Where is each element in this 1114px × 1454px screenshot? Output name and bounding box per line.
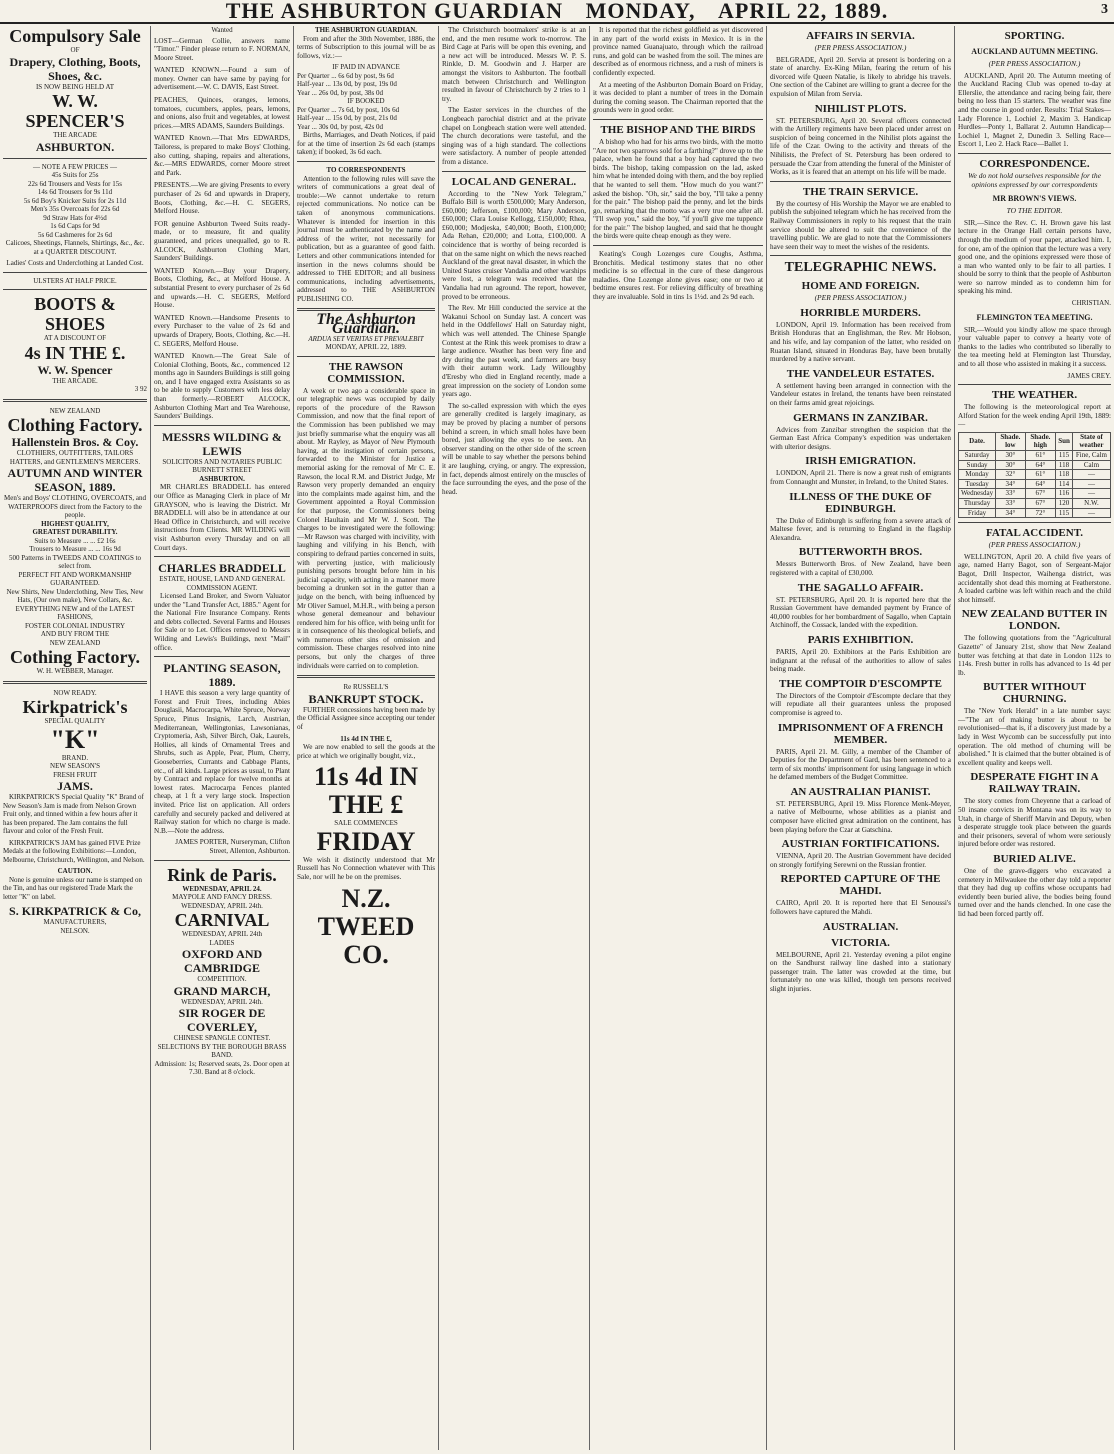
caution-text: None is genuine unless our name is stamped on the Tin, and has our registered Trade Mark the letter "K" on label. [3, 875, 142, 901]
price-line: 1s 6d Caps for 9d [50, 222, 100, 230]
butter-heading: NEW ZEALAND BUTTER IN LONDON. [961, 608, 1108, 633]
ladies-costs: Ladies' Costs and Underclothing at Landed Cost. [6, 259, 144, 267]
column-6 [766, 26, 954, 1450]
news-paragraph: The Rev. Mr Hill conducted the service at the Wakanui School on Sunday last. A concert was held in the Oddfellows' Hall on Saturday night, which was well attended. The Chinese Spangle Contest at the Rink this week promises to draw a large audience. Weather has been very fine and dry during the past week, and farmers are busy with their autumn work. Lady Willoughby d'Eresby who died in England recently, made a great impression on the society of London some years ago. [442, 304, 586, 399]
oxford-cambridge: OXFORD AND CAMBRIDGE [181, 947, 263, 976]
pianist-heading: AN AUSTRALIAN PIANIST. [790, 785, 931, 798]
braddell-text: Licensed Land Broker, and Sworn Valuator under the "Land Transfer Act, 1885." Agent for the National Fire Insurance Company. Rents and debts collected. Several Farms and Houses for Sale or to Let. Offices removed to Messrs Wilding and Lewis's Buildings, next "Mail" office. [154, 592, 290, 652]
nihilist-text: ST. PETERSBURG, April 20. Several officers connected with the Artillery regiments have been placed under arrest on suspicion of being concerned in the Nihilist plots against the life of the Czar. Owing to the activity and threats of the Nihilists, the Prefect of St. Petersburg has been ordered to persuade the Czar from attending the funeral of the Minister of Works, as it is feared that an attempt on his life will be made. [770, 116, 951, 177]
and-buy: AND BUY FROM THE [40, 630, 110, 638]
sale-goods: Drapery, Clothing, Boots, Shoes, &c. [9, 54, 141, 83]
servia-heading: AFFAIRS IN SERVIA. [806, 30, 915, 42]
to-correspondents: TO CORRESPONDENTS [326, 166, 406, 175]
weather-cell: Thursday [959, 498, 996, 508]
local-general-heading: LOCAL AND GENERAL. [451, 175, 577, 188]
weather-cell: 30° [996, 451, 1026, 461]
weather-cell: 115 [1056, 451, 1073, 461]
comptoir-text: The Directors of the Comptoir d'Escompte declare that they will repudiate all their guarantees unless the proposed compromise is agreed to. [770, 691, 951, 717]
news-paragraph: It is reported that the richest goldfield as yet discovered in any part of the world exists in Mexico. It is in the province named Guanajuato, through which the railroad runs, and gold can be washed from the soil. The mines are described as of enormous richness, and a rush of miners is confidently expected. [593, 26, 763, 77]
grand-march: GRAND MARCH, [173, 983, 271, 998]
suits-measure: Suits to Measure ... ... £2 16s [34, 536, 116, 545]
price-line: Men's 35s Overcoats for 22s 6d [30, 205, 120, 213]
to-editor: TO THE EDITOR. [1006, 206, 1063, 216]
price-small: 11s 4d IN THE £, [340, 734, 392, 743]
subscription-list [297, 72, 435, 132]
clothiers: CLOTHIERS, OUTFITTERS, TAILORS HATTERS, and GENTLEMEN'S MERCERS. [9, 449, 141, 466]
correspondence-note: We do not hold ourselves responsible for the opinions expressed by our correspondents [968, 170, 1101, 189]
weather-cell: 61° [1025, 451, 1056, 461]
pianist-text: ST. PETERSBURG, April 19. Miss Florence Menk-Meyer, a native of Melbourne, whose abilities as a pianist and composer have elicited great admiration on the continent, has been playing before the Czar at Gatschina. [770, 799, 951, 834]
boots-title: BOOTS & SHOES [34, 294, 116, 334]
maypole: MAYPOLE AND FANCY DRESS. [172, 893, 272, 902]
flemington-sign: JAMES CREY. [1067, 371, 1111, 380]
classified-ad: PEACHES, Quinces, oranges, lemons, tomatoes, cucumbers, apples, pears, lemons, and onions, also fruit and vegetables, at lowest prices.—MRS ADAMS, Saunders Buildings. [154, 96, 290, 130]
sport-per-press: (PER PRESS ASSOCIATION.) [988, 59, 1081, 68]
butterworth-heading: BUTTERWORTH BROS. [798, 546, 923, 559]
subscription-line: Per Quarter ... 7s 6d, by post, 10s 6d [297, 105, 400, 114]
news-paragraph: The so-called expression with which the eyes are generally credited is largely imaginary, as may be proved by placing a number of persons behind a screen, in which small holes have been bored, just allowing the eyes to be seen. An observer standing on the other side of the screen will be unable to say whether the persons behind it are laughing, crying, or angry. The expression, in fact, depends almost entirely on the muscles of the face surrounding the eyes, and the pose of the head. [442, 401, 586, 496]
births-notice: Births, Marriages, and Death Notices, if paid for at the time of insertion 2s 6d each (stamps taken); if booked, 3s 6d each. [297, 131, 435, 157]
vandeleur-heading: THE VANDELEUR ESTATES. [786, 367, 935, 380]
sale-now-being: IS NOW BEING HELD AT [35, 82, 115, 91]
rink-date: WEDNESDAY, APRIL 24. [182, 884, 262, 893]
perfect-fit: PERFECT FIT AND WORKMANSHIP GUARANTEED. [18, 570, 132, 587]
weather-row [959, 479, 1111, 489]
spencer-name-2: W. W. Spencer [37, 362, 113, 377]
special-quality: SPECIAL QUALITY [44, 717, 106, 725]
weather-cell: 33° [996, 489, 1026, 499]
spencer-town: ASHBURTON. [35, 139, 115, 154]
weather-col-header: Date. [959, 432, 996, 450]
weather-cell: 116 [1056, 489, 1073, 499]
weather-col-header: Shade. low [996, 432, 1026, 450]
big-price: 11s 4d IN THE £ [313, 762, 419, 820]
column-5 [589, 26, 766, 1450]
competition: COMPETITION. [197, 975, 247, 984]
sporting-heading: SPORTING. [1004, 30, 1065, 42]
churning-heading: BUTTER WITHOUT CHURNING. [983, 681, 1086, 706]
trousers-measure: Trousers to Measure ... ... 16s 9d [29, 545, 121, 553]
weather-cell: 61° [1025, 470, 1056, 480]
page-number: 3 [1101, 2, 1108, 17]
classified-ad: PRESENTS.—We are giving Presents to every purchaser of 2s 6d and upwards in Drapery, Boots, Clothing, &c.—H. C. SEGERS, Melford House. [154, 181, 290, 216]
column-4 [438, 26, 589, 1450]
column-1 [0, 26, 150, 1450]
weather-cell: 64° [1025, 460, 1056, 470]
weather-cell: 118 [1056, 460, 1073, 470]
k-brand-letter: "K" [50, 724, 100, 754]
news-paragraph: The Easter services in the churches of the Longbeach parochial district and at the private chapel on Longbeach station were well attended. The church decorations were tasteful, and the singing was of a high standard. The collections were satisfactory. A number of people attended from a distance. [442, 106, 586, 166]
weather-table [958, 432, 1111, 518]
train-text: By the courtesy of His Worship the Mayor we are enabled to publish the subjoined telegram which he has received from the Railway Commissioners in reply to his request that the train service should be altered to suit the convenience of the travelling public. We are glad to note that the Commissioners have seen their way to meet the wishes of the residents. [770, 199, 951, 251]
weather-cell: — [1072, 470, 1110, 480]
mens-clothing: Men's and Boys' CLOTHING, OVERCOATS, and WATERPROOFS direct from the Factory to the people. [4, 494, 146, 519]
fatal-heading: FATAL ACCIDENT. [986, 527, 1083, 540]
weather-cell: — [1072, 489, 1110, 499]
weather-cell: Tuesday [959, 479, 996, 489]
germans-text: Advices from Zanzibar strengthen the suspicion that the German East Africa Company's expedition was undertaken with ulterior designs. [770, 425, 951, 451]
christian-sign: CHRISTIAN. [1071, 299, 1111, 308]
weather-body [959, 451, 1111, 518]
rink-wed-3: WEDNESDAY, APRIL 24th. [181, 997, 263, 1006]
jams-text: KIRKPATRICK'S Special Quality "K" Brand of New Season's Jam is made from Nelson Grown Fruit only, and tinned within a few hours after it has been prepared. The Jam contains the full flavour and color of the Fresh Fruit. [3, 793, 144, 835]
subscription-line: Year ... 26s 0d, by post, 38s 0d [297, 88, 384, 97]
imprison-heading: IMPRISONMENT OF A FRENCH MEMBER. [777, 721, 944, 746]
brand-label: BRAND. [61, 753, 89, 762]
column-7 [954, 26, 1114, 1450]
jams-label: JAMS. [57, 779, 93, 793]
hallenstein: Hallenstein Bros. & Coy. [11, 435, 139, 449]
spencer-arcade-2: THE ARCADE. [52, 376, 98, 385]
telegraphic-heading: TELEGRAPHIC NEWS. [784, 260, 937, 276]
germans-heading: GERMANS IN ZANZIBAR. [793, 411, 928, 424]
flemington-text: SIR,—Would you kindly allow me space through your valuable paper to convey a hearty vote of thanks to the ladies who contributed so liberally to the tea meeting held at Flemington last Thursday, and to all those who assisted in making it a success. [958, 325, 1111, 368]
weather-col-header: State of weather [1072, 432, 1110, 450]
subscription-line: Half-year ... 13s 0d, by post, 19s 0d [297, 80, 397, 89]
season-1889: SEASON, 1889. [34, 480, 116, 494]
price-line: 45s Suits for 25s [51, 171, 99, 179]
rink-title: Rink de Paris. [167, 864, 277, 885]
friday: FRIDAY [316, 826, 416, 856]
weather-cell: 32° [996, 470, 1026, 480]
highest-quality: HIGHEST QUALITY, [41, 519, 109, 528]
weather-cell: Fine, Calm [1072, 451, 1110, 461]
classified-ad: FOR genuine Ashburton Tweed Suits ready-made, or to measure, fit and quality guaranteed, and prices unequalled, go to R. ALCOCK, Ashburton Clothing Mart, Saunders' Buildings. [154, 219, 290, 263]
weather-cell: 30° [996, 460, 1026, 470]
wilding-text: MR CHARLES BRADDELL has entered our Office as Managing Clerk in place of Mr GRAYSON, who is leaving the District. Mr BRADDELL will also be in attendance at our Head Office in Christchurch, and will receive instructions from Clients. MR WILDING will visit Ashburton every Thursday and on all Court days. [154, 483, 290, 552]
weather-cell: 114 [1056, 479, 1073, 489]
subscription-line: Year ... 30s 0d, by post, 42s 0d [297, 122, 384, 131]
auckland-heading: AUCKLAND AUTUMN MEETING. [971, 47, 1098, 56]
wilding-title: MESSRS WILDING & LEWIS [162, 429, 282, 458]
guardian-motto: ARDUA SET VERITAS ET PREVALEBIT [308, 334, 424, 343]
nelson: NELSON. [60, 926, 90, 935]
weather-cell: 72° [1025, 508, 1056, 518]
fatal-sub: (PER PRESS ASSOCIATION.) [988, 540, 1081, 550]
weather-cell: 33° [996, 498, 1026, 508]
classified-ad: WANTED Known.—The Great Sale of Colonial Clothing, Boots, &c., commenced 12 months ago in Saunders Buildings is still going on, and I have engaged extra Assistants so as to be able to supply Customers with less delay than formerly.—ROBERT ALCOCK, Ashburton Clothing Mart and Tea Warehouse, Saunders' Buildings. [154, 352, 290, 421]
bankrupt-stock: BANKRUPT STOCK. [308, 691, 424, 706]
subscription-line: IF BOOKED [347, 97, 385, 106]
fatal-text: WELLINGTON, April 20. A child five years of age, named Harry Bagot, son of Sergeant-Major Bagot, Drill Inspector, Waihenga district, was accidentally shot dead this morning at Featherstone. A loaded carbine was left within reach and the child shot himself. [958, 552, 1111, 604]
braddell-estate: ESTATE, HOUSE, LAND AND GENERAL COMMISSION AGENT. [159, 575, 285, 592]
nz-label-2: NEW ZEALAND [49, 638, 101, 647]
if-paid: IF PAID IN ADVANCE [332, 63, 400, 72]
irish-heading: IRISH EMIGRATION. [805, 455, 916, 468]
weather-row [959, 460, 1111, 470]
weather-cell: 34° [996, 479, 1026, 489]
weather-heading: THE WEATHER. [991, 389, 1078, 402]
weather-row [959, 498, 1111, 508]
rink-wed-2: WEDNESDAY, APRIL 24th [181, 930, 263, 939]
classified-ad: WANTED Known.—That Mrs EDWARDS, Tailoress, is prepared to make Boys' Clothing, also cutting, shaping, repairs and alterations, &c.—MRS EDWARDS, corner Moore street and Park. [154, 134, 290, 177]
train-heading: THE TRAIN SERVICE. [802, 185, 919, 198]
fortifications-heading: AUSTRIAN FORTIFICATIONS. [781, 838, 940, 851]
desperate-text: The story comes from Cheyenne that a carload of 50 insane convicts in Montana was on its way to Utah, in charge of Sheriff Marvin and Deputy, when a desperate struggle took place between the guards and their prisoners, several of whom were seriously injured before order was restored. [958, 797, 1111, 849]
weather-header-row [959, 432, 1111, 450]
comptoir-heading: THE COMPTOIR D'ESCOMPTE [779, 677, 942, 690]
jam-prize: KIRKPATRICK'S JAM has gained FIVE Prize Medals at the following Exhibitions:—London, Melbourne, Christchurch, Wellington, and Nelson. [3, 838, 145, 864]
mahdi-heading: REPORTED CAPTURE OF THE MAHDI. [780, 873, 941, 898]
mahdi-text: CAIRO, April 20. It is reported here that El Senoussi's followers have captured the Mahdi. [770, 899, 951, 917]
greatest-durability: GREATEST DURABILITY. [32, 528, 118, 536]
no-connection: We wish it distinctly understood that Mr Russell has No Connection whatever with This Sale, nor will he be on the premises. [297, 855, 435, 881]
ad-ref: 3 92 [134, 385, 147, 393]
boots-discount: AT A DISCOUNT OF [43, 334, 107, 342]
now-ready: NOW READY. [53, 688, 97, 697]
nz-label: NEW ZEALAND [49, 406, 101, 415]
weather-cell: N.W. [1072, 498, 1110, 508]
weather-col-header: Sun [1056, 432, 1073, 450]
paris-text: PARIS, April 20. Exhibitors at the Paris Exhibition are indignant at the refusal of the authorities to allow of sales being made. [770, 647, 951, 674]
weather-cell: Saturday [959, 451, 996, 461]
weather-cell: — [1072, 508, 1110, 518]
weather-cell: Monday [959, 470, 996, 480]
weather-row [959, 451, 1111, 461]
edinburgh-heading: ILLNESS OF THE DUKE OF EDINBURGH. [789, 490, 932, 515]
irish-text: LONDON, April 21. There is now a great rush of emigrants from Connaught and Munster, in Ireland, to the United States. [770, 469, 951, 486]
weather-intro: The following is the meteorological report at Alford Station for the week ending April 19th, 1889:— [958, 403, 1111, 429]
paper-name: THE ASHBURTON GUARDIAN [225, 0, 564, 23]
news-paragraph: According to the "New York Telegram," Buffalo Bill is worth £500,000; Mary Anderson, £60,000; Jefferson, £100,000; Mary Anderson, £60,000; Clara Louise Kellogg, £150,000; Rhea, £60,000; Modjeska, £40,000; Booth, £100,000; Ada Rehan, £20,000; and Lotta, £100,000. A coincidence that is worthy of being recorded is that on the same night on which the news reached Auckland of the great naval disaster, in which the United States cruiser Vandalia and other warships were lost, a telegram was received that the Vandalia had run aground. The report, however, proved to be erroneous. [442, 189, 586, 301]
price-line: 5s 6d Cashmeres for 2s 6d [37, 230, 113, 239]
weather-cell: Friday [959, 508, 996, 518]
desperate-heading: DESPERATE FIGHT IN A RAILWAY TRAIN. [970, 771, 1099, 796]
carnival: CARNIVAL [174, 910, 270, 931]
chinese-spangle: CHINESE SPANGLE CONTEST. [173, 1034, 271, 1043]
weather-cell: 67° [1025, 498, 1056, 508]
weather-cell: 67° [1025, 489, 1056, 499]
guardian-terms-head: THE ASHBURTON GUARDIAN. [314, 26, 418, 34]
vandeleur-text: A settlement having been arranged in connection with the Vandeleur estates in Ireland, the tenants have been reinstated on their farms amid great rejoicings. [770, 381, 951, 408]
weather-cell: Wednesday [959, 489, 996, 499]
weather-cell: 120 [1056, 498, 1073, 508]
weather-cell: 118 [1056, 470, 1073, 480]
horrible-heading: HORRIBLE MURDERS. [800, 306, 921, 319]
buried-heading: BURIED ALIVE. [993, 853, 1076, 865]
masthead-title [0, 0, 1114, 22]
new-seasons: NEW SEASON'S [50, 762, 100, 770]
braddell-title: CHARLES BRADDELL [158, 561, 286, 576]
prices-note: — NOTE A FEW PRICES — [32, 162, 118, 171]
weather-cell: 115 [1056, 508, 1073, 518]
bishop-text: A bishop who had for his arms two birds, with the motto "Are not two sparrows sold for a farthing?" drove up to the palace, when he found that a boy had captured the two birds. The bishop, taking compassion on the lad, asked him what he intended doing with them, and the boy replied that he wanted to sell them. "How much do you want?" asked the bishop. "Oh, sir," said the boy, "I'll take a penny for the pair." The bishop paid the penny, and let the birds go, remarking that the motto was a very true one after all. "I'll swop you," said the boy, "if you'll give me tuppence for the pair." The bishop laughed, and said that he thought the birds were quite cheap enough as they were. [593, 137, 763, 241]
weather-cell: Sunday [959, 460, 996, 470]
further-text: FURTHER concessions having been made by the Official Assignee since accepting our tender of [297, 705, 435, 731]
classified-ad: WANTED Known.—Handsome Presents to every Purchaser to the value of 2s 6d and upwards of Drapery, Boots, Clothing, &c.—H. C. SEGERS, Melford House. [154, 313, 290, 348]
correspondence-text: SIR,—Since the Rev. C. H. Brown gave his last lecture in the Orange Hall certain persons have, through the medium of your paper, attacked him. I, for one, am of the opinion that the lecture was a very good one, and the opinions expressed were those of a man who wanted only to be fair to all parties. I should be sorry to think that the people of Ashburton were so narrow minded as to condemn him for speaking his mind. [958, 218, 1111, 296]
rawson-text: A week or two ago a considerable space in our telegraphic news was occupied by daily reports of the procedure of the Rawson Commission, and now that the final report of the Commission has been published we may just briefly summarise what the enquiry was all about. Mr Rayley, as Mayor of New Plymouth having, at the instigation of certain persons, forwarded to the Minister for Justice a memorial asking for the removal of Mr C. E. Rawson, the local R.M. and District Judge, Mr Rawson very properly demanded an enquiry into the complaints made against him, and the Government appointed a Royal Commission for that purpose, the Commissioners being Colonel Haultain and Mr W. J. Scott. The charges to be investigated were the following:—Mr Rawson was charged with incivility, with laughing and vilifying in his Bench, with conspiring to defraud parties concerned in suits, with perverting justice, with maliciously punishing persons brought before him in his judicial capacity, with acting in a manner more becoming a drunken sot in the gutter than a judge on the bench, with being influenced by Mr Oliver Samuel, M.H.R., with being a person whose general demeanour and behaviour rendered him for his office, with being unfit for it in consequence of his theological beliefs, and with numerous other sins of omission and commission. These charges resolved into nine persons, but only the charges of three individuals were carried on to completion. [297, 386, 435, 670]
paris-heading: PARIS EXHIBITION. [807, 633, 914, 646]
sale-of: OF [70, 46, 80, 54]
nz-tweed-co: N.Z. TWEED CO. [317, 883, 415, 969]
correspondents-text: Attention to the following rules will save the writers of communications a great deal of trouble:—We cannot undertake to return rejected communications. No notice can be taken of anonymous communications. Whatever is intended for insertion in this journal must be authenticated by the name and address of the writer, not necessarily for publication, but as a guarantee of good faith. Letters and other communications intended for insertion in the news columns should be addressed to THE EDITOR; and all business communications, including advertisements, addressed to THE ASHBURTON PUBLISHING CO. [297, 174, 435, 303]
sagallo-text: ST. PETERSBURG, April 20. It is reported here that the Russian Government have demanded payment by France of 40,000 roubles for her bombardment of Sagallo, when Captain Atchinoff, the Cossack, landed with the expedition. [770, 595, 951, 630]
weather-row [959, 489, 1111, 499]
butterworth-text: Messrs Butterworth Bros. of New Zealand, have been registered with a capital of £30,000. [770, 560, 951, 577]
subscription-line: Per Quarter ... 6s 6d by post, 9s 6d [297, 71, 394, 80]
servia-text: BELGRADE, April 20. Servia at present is bordering on a state of anarchy. Ex-King Milan, fearing the return of his divorced wife Queen Natalie, is likely to abridge his travels. One section of the Cabinet are willing to grant a decree for the expulsion of Milan from Servia. [770, 55, 951, 98]
column-2 [150, 26, 293, 1450]
nihilist-heading: NIHILIST PLOTS. [814, 102, 907, 115]
per-press: (PER PRESS ASSOCIATION.) [814, 293, 907, 303]
imprison-text: PARIS, April 21. M. Gilly, a member of the Chamber of Deputies for the Department of Gard, has been sentenced to a term of six months' imprisonment for using language in which he defamed members of the Budget Committee. [770, 747, 951, 782]
ulsters: ULSTERS AT HALF PRICE. [33, 276, 117, 285]
wilding-town: ASHBURTON. [199, 474, 245, 483]
australian-heading: AUSTRALIAN. [822, 920, 899, 933]
column-3 [293, 26, 438, 1450]
fortifications-text: VIENNA, April 20. The Austrian Government have decided on strongly fortifying Serewni on the Russian frontier. [770, 852, 951, 869]
factory-title-2: Cothing Factory. [10, 647, 140, 667]
rawson-heading: THE RAWSON COMMISSION. [327, 360, 405, 385]
everything-new: EVERYTHING NEW and of the LATEST FASHIONS, [15, 604, 135, 621]
wanted-heading: Wanted [211, 26, 233, 34]
planting-title: PLANTING SEASON, 1889. [163, 661, 281, 690]
masthead [0, 0, 1114, 24]
sport-text: AUCKLAND, April 20. The Autumn meeting of the Auckland Racing Club was opened to-day at Ellerslie, the attendance and racing being fair, there being no less than 15 starters. The weather was fine and the course in good order. Results: Trial Stakes—Lady Florence 1, Lochiel 2, Maxim 3. Handicap Hurdles—Ponty 1, Ballarat 2. Autumn Handicap—Lochiel 1, Magnet 2, Dunedin 3. Selling Race—Escort 1, Leo 2. Hack Race—Ballet 1. [958, 71, 1111, 149]
manager: W. H. WEBBER, Manager. [36, 667, 114, 675]
weather-cell: — [1072, 479, 1110, 489]
kirkpatrick-title: Kirkpatrick's [22, 697, 128, 717]
price-list [3, 171, 147, 256]
guardian-masthead: The Ashburton Guardian. [316, 311, 416, 338]
planting-name: JAMES PORTER, Nurseryman, Clifton Street, Allenton, Ashburton. [175, 838, 290, 855]
patterns: 500 Patterns in TWEEDS AND COATINGS to select from. [8, 553, 142, 570]
classified-ad: LOST—German Collie, answers name "Timor." Finder please return to F. NORMAN, Moore Street. [154, 36, 290, 62]
weather-cell: 34° [996, 508, 1026, 518]
home-foreign: HOME AND FOREIGN. [801, 280, 920, 293]
weather-col-header: Shade. high [1025, 432, 1056, 450]
buried-text: One of the grave-diggers who excavated a cemetery in Milwaukee the other day told a reporter that they had dug up coffins whose occupants had evidently been buried alive, the bodies being found turned over and the hands clenched. In one case the lid had been forced partly off. [958, 867, 1111, 918]
price-line: 14s 6d Trousers for 9s 11d [37, 188, 113, 196]
clothing-factory-title: Clothing Factory. [7, 415, 143, 435]
news-paragraph: The Christchurch bootmakers' strike is at an end, and the men resume work to-morrow. The Bird Cage at Paris will be open this evening, and a new act will be introduced. Messrs W. P. S. Rinkle, D. M. Goodwin and J. Harper are amongst the visitors to Ashburton. The football match between Christchurch and Wellington resulted in favour of Christchurch by 2 tries to 1 try. [442, 26, 586, 103]
edinburgh-text: The Duke of Edinburgh is suffering from a severe attack of Maltese fever, and is returning to England in the flagship Alexandra. [770, 516, 951, 542]
day-name: MONDAY, [585, 0, 696, 23]
churning-text: The "New York Herald" in a late number says:—"The art of making butter is about to be revolutionised—that is, if a discovery just made by a lady in West Wycomb can be successfully put into operation. The old method of churning will be abolished." It is claimed that the butter obtained is of excellent quality and keeps well. [958, 707, 1111, 767]
sell-text: We are now enabled to sell the goods at the price at which we originally bought, viz., [297, 743, 435, 760]
spencer-arcade: THE ARCADE [53, 131, 97, 139]
boots-four-shillings: 4s IN THE £. [24, 342, 126, 363]
spencer-firm: W. W. SPENCER'S [25, 91, 125, 131]
victoria-text: MELBOURNE, April 21. Yesterday evening a pilot engine on the Sandhurst railway line dashed into a stationary passenger train. The latter was crowded at the time, but fortunately no one was killed, though ten persons received slight injuries. [770, 950, 951, 993]
views-heading: MR BROWN'S VIEWS. [992, 194, 1077, 204]
foster: FOSTER COLONIAL INDUSTRY [24, 621, 126, 630]
manufacturers: MANUFACTURERS, [43, 918, 107, 926]
classified-ad: WANTED KNOWN.—Found a sum of money. Owner can have same by paying for advertisement.—W. C. DAVIS, East Street. [154, 66, 290, 92]
autumn-winter: AUTUMN AND WINTER [7, 466, 143, 480]
roger-coverley: SIR ROGER DE COVERLEY, [178, 1006, 266, 1035]
russells-label: Re RUSSELL'S [343, 683, 389, 692]
sale-commences: SALE COMMENCES [334, 819, 398, 828]
weather-row [959, 470, 1111, 480]
rink-wed-1: WEDNESDAY, APRIL 24th. [181, 901, 263, 910]
bishop-heading: THE BISHOP AND THE BIRDS [600, 123, 756, 136]
classified-ad: WANTED Known.—Buy your Drapery, Boots, Clothing, &c., at Melford House. A substantial Present to every purchaser of 2s 6d and upwards.—H. C. SEGERS, Melford House. [154, 266, 290, 310]
weather-cell: 64° [1025, 479, 1056, 489]
weather-row [959, 508, 1111, 518]
price-line: Calicoes, Sheetings, Flannels, Shirtings, &c., &c. at a QUARTER DISCOUNT. [5, 239, 145, 256]
sagallo-heading: THE SAGALLO AFFAIR. [797, 581, 924, 594]
weather-cell: Calm [1072, 460, 1110, 470]
issue-date: APRIL 22, 1889. [718, 0, 889, 23]
ladies: LADIES [209, 938, 235, 947]
admission: Admission: 1s; Reserved seats, 2s. Door open at 7.30. Band at 8 o'clock. [154, 1059, 290, 1077]
butter-text: The following quotations from the "Agricultural Gazette" of January 21st, show that New Zealand butter was fetching at that date in London 112s to 114s. Fresh butter in rolls has advanced to 1s 4d per lb. [958, 634, 1111, 677]
subscription-line: Half-year ... 15s 0d, by post, 21s 0d [297, 114, 397, 123]
horrible-text: LONDON, April 19. Information has been received from British Honduras that an Englishman, the Rev. Mr Hobson, and his wife, and lay companion of the latter, who resided on Ruatan Island, situated in Honduras Bay, have been brutally murdered by a native servant. [770, 320, 951, 364]
price-line: 5s 6d Boy's Knicker Suits for 2s 11d [23, 196, 127, 205]
wilding-burnett: BURNETT STREET [192, 466, 252, 475]
caution: CAUTION. [57, 867, 93, 875]
terms-text: From and after the 30th November, 1886, the terms of Subscription to this journal will be as follows, viz.:— [297, 34, 435, 60]
selections: SELECTIONS BY THE BOROUGH BRASS BAND. [157, 1042, 287, 1060]
fresh-fruit: FRESH FRUIT [53, 770, 97, 779]
wilding-sub: SOLICITORS AND NOTARIES PUBLIC [162, 457, 282, 466]
sale-title: Compulsory Sale [9, 26, 141, 46]
kirkpatrick-co: S. KIRKPATRICK & Co, [9, 904, 141, 918]
new-shirts: New Shirts, New Underclothing, New Ties, New Hats, (Our own make), New Collars, &c. [6, 587, 144, 604]
victoria-heading: VICTORIA. [831, 936, 890, 949]
news-paragraph: At a meeting of the Ashburton Domain Board on Friday, it was decided to plant a number of trees in the Domain during the coming season. The Chairman reported that the grounds were in good order. [593, 80, 763, 115]
servia-sub: (PER PRESS ASSOCIATION.) [814, 43, 907, 52]
price-line: 22s 6d Trousers and Vests for 15s [28, 179, 122, 188]
price-line: 9d Straw Hats for 4½d [43, 213, 107, 222]
flemington-heading: FLEMINGTON TEA MEETING. [976, 312, 1093, 322]
coughs-ad: Keating's Cough Lozenges cure Coughs, Asthma, Bronchitis. Medical testimony states that no other medicine is so effectual in the cure of these dangerous maladies. One Lozenge alone gives ease; one or two at bedtime ensures rest. For relieving difficulty of breathing they are invaluable. Sold in tins 1s 1½d. and 2s 9d each. [593, 250, 763, 302]
guardian-date: MONDAY, APRIL 22, 1889. [325, 343, 407, 352]
planting-text: I HAVE this season a very large quantity of Forest and Fruit Trees, including Abies Douglasii, Macrocarpa, White Spruce, Norway Spruce, Pinus Insignis, Larch, Austrian, Mediterranean, Wellingtonias, Lawsonianas, Cryptomeria, Ash, Silver Birch, Oak, Laurels, Hollies, all kinds of Ornamental Trees and Shrubs, such as Apple, Pear, Plum, Cherry, Gooseberries, Currants and Cabbage Plants, etc., of all kinds. Large prices as usual, to Plant by Contract and replace for twelve months at lowest rates. Macrocarpa Fences planted cheap, at 1 ft a very large stock. Inspection invited. Price list on application. All orders carefully and securely packed and delivered at Railway station for which no charge is made. N.B.—Note the address. [154, 689, 290, 835]
correspondence-heading: CORRESPONDENCE. [979, 157, 1090, 170]
